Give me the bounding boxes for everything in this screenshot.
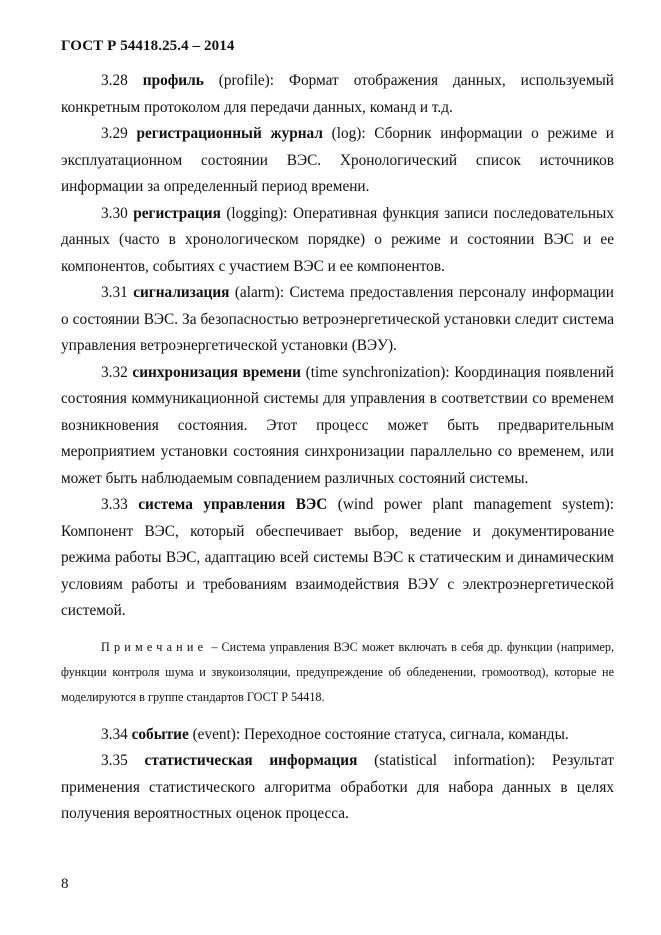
definition-text: (wind power plant management system): Компонент ВЭС, который обеспечивает выбор, ведение и документирование режима работы ВЭС, адаптацию всей системы ВЭС к статическим и динамическим условиям работы и требованиям взаимодействия ВЭУ с электроэнергетической системой. [61,496,614,619]
definition-term: регистрация [133,204,221,222]
definition-number: 3.30 [101,204,128,222]
document-body [61,68,614,828]
definition-term: сигнализация [133,284,230,301]
definition-text: (time synchronization): Координация появлений состояния коммуникационной системы для управления в соответствии со временем возникновения состояния. Этот процесс может быть предварительным мероприятием установки состояния синхронизации параллельно со временем, или может быть наблюдаемым совпадением различных состояний системы. [61,363,614,487]
definition-number: 3.28 [101,72,128,89]
definition-3-35 [61,748,614,828]
definition-number: 3.35 [101,752,128,769]
definition-3-33 [61,492,614,625]
definition-term: регистрационный журнал [136,125,323,142]
definition-text: (event): Переходное состояние статуса, сигнала, команды. [188,725,569,743]
definition-3-29 [61,121,614,201]
definition-3-34 [61,722,614,749]
definition-term: статистическая информация [144,752,358,769]
definition-term: система управления ВЭС [138,496,328,513]
definition-note [61,635,614,710]
definition-term: событие [131,725,189,743]
definition-number: 3.29 [101,125,128,142]
definition-number: 3.32 [101,363,128,381]
definition-term: синхронизация времени [132,363,301,381]
definition-number: 3.34 [101,725,128,743]
definition-number: 3.31 [101,284,128,301]
definition-text: (log): Сборник информации о режиме и эксплуатационном состоянии ВЭС. Хронологический список источников информации за определенный период времени. [61,125,614,195]
note-label: Примечание [101,639,208,654]
page-number: 8 [61,876,69,892]
definition-text: (statistical information): Результат применения статистического алгоритма обработки для набора данных в целях получения вероятностных оценок процесса. [61,752,614,822]
definition-term: профиль [142,72,204,89]
definition-text: (logging): Оперативная функция записи последовательных данных (часто в хронологическом порядке) о режиме и состоянии ВЭС и ее компонентов, событиях с участием ВЭС и ее компонентов. [61,204,614,275]
definition-3-32 [61,360,614,493]
definition-text: (alarm): Система предоставления персоналу информации о состоянии ВЭС. За безопасностью ветроэнергетической установки следит система управления ветроэнергетической установки (ВЭУ). [61,284,614,354]
definition-number: 3.33 [101,496,128,513]
definition-3-28 [61,68,614,121]
definition-text: (profile): Формат отображения данных, используемый конкретным протоколом для передачи данных, команд и т.д. [61,72,614,116]
note-text: – Система управления ВЭС может включать в себя др. функции (например, функции контроля шума и звукоизоляции, предупреждение об обледенении, громоотвод), которые не моделируются в группе стандартов ГОСТ Р 54418. [61,639,614,704]
definition-3-30 [61,201,614,281]
document-header: ГОСТ Р 54418.25.4 – 2014 [61,38,235,54]
definition-3-31 [61,280,614,360]
